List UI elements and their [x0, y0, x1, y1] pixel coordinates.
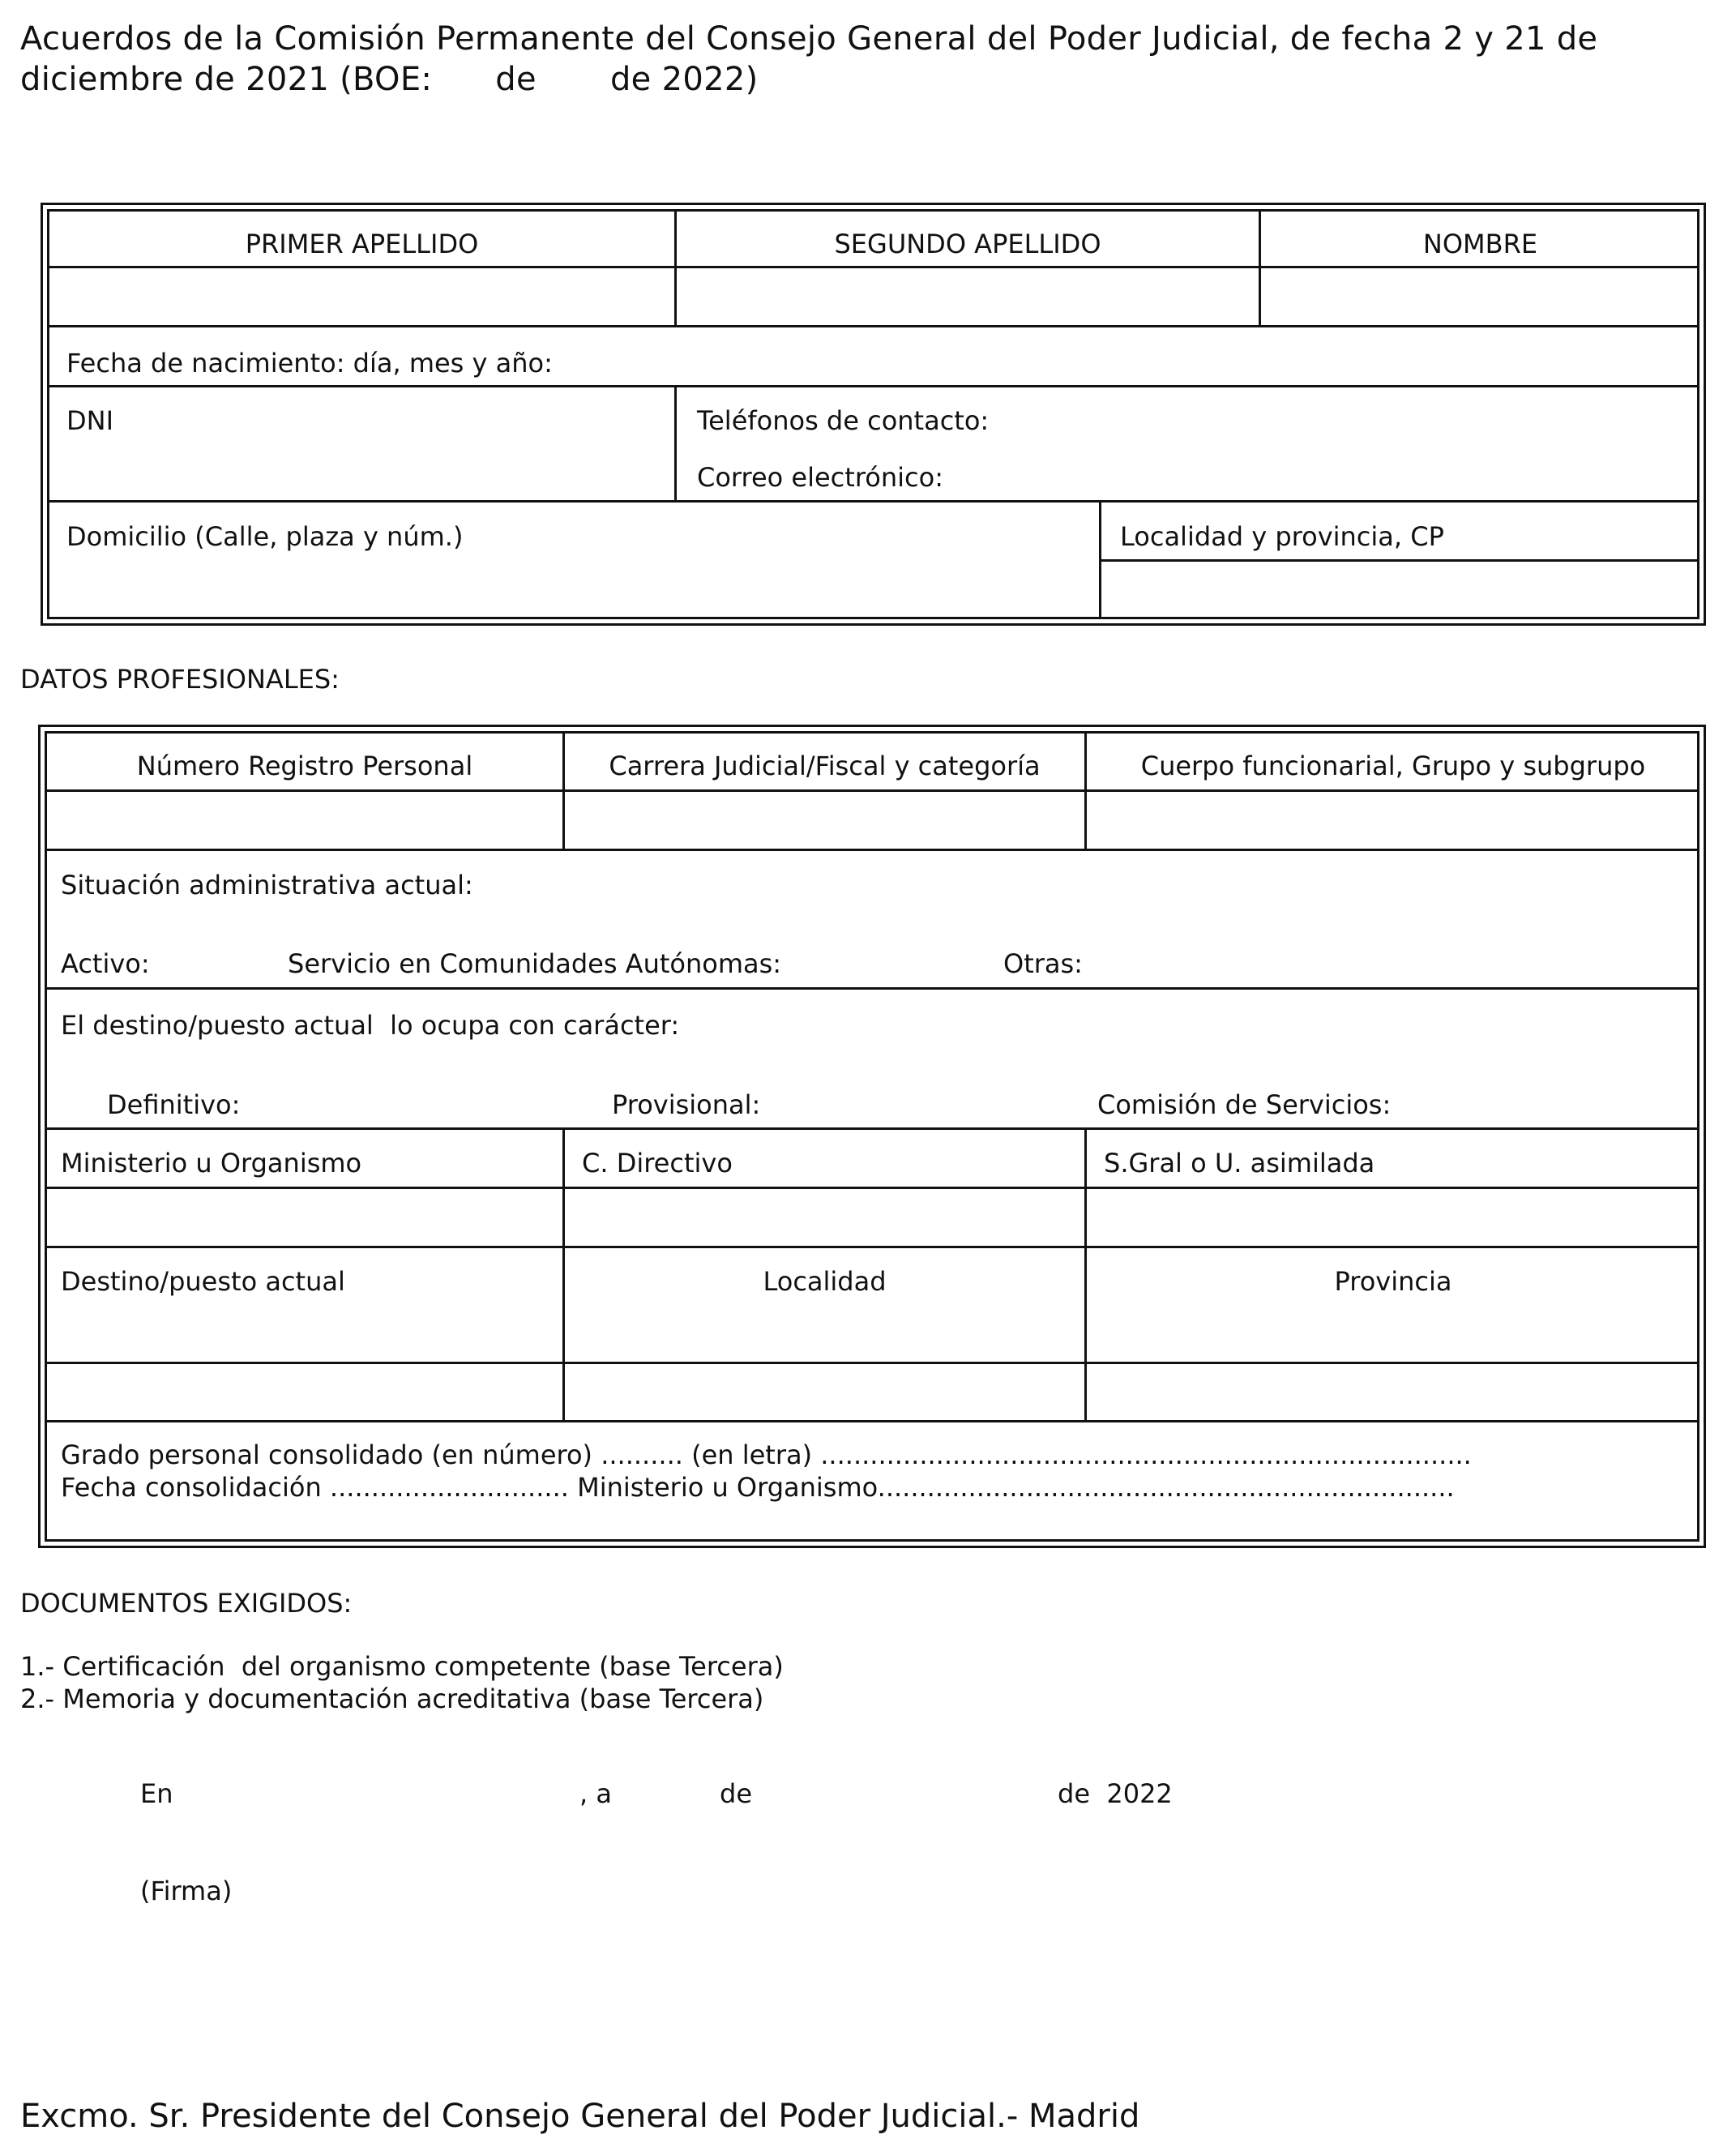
birth-date-label: Fecha de nacimiento: día, mes y año:: [66, 348, 553, 379]
date-a-label: , a: [579, 1778, 612, 1809]
grade-line: Grado personal consolidado (en número) .......... (en letra) ...............................................................................: [61, 1439, 1472, 1470]
province-field[interactable]: [1087, 1364, 1699, 1420]
ministry-label: Ministerio u Organismo: [61, 1148, 362, 1179]
autonomous-label: Servicio en Comunidades Autónomas:: [288, 948, 782, 979]
col-nombre: NOMBRE: [1422, 229, 1538, 259]
document-item-1: 1.- Certificación del organismo competente (base Tercera): [20, 1651, 784, 1682]
definitive-label: Definitivo:: [107, 1089, 241, 1120]
locality-field[interactable]: [565, 1364, 1084, 1420]
active-label: Activo:: [61, 948, 150, 979]
locality-col-label: Localidad: [763, 1266, 887, 1297]
col-carrera: Carrera Judicial/Fiscal y categoría: [609, 751, 1041, 781]
carrera-field[interactable]: [565, 792, 1084, 849]
addressee-name: Excmo. Sr. Presidente del Consejo General del Poder Judicial: [20, 2098, 997, 2135]
primer-apellido-field[interactable]: [49, 268, 674, 325]
cuerpo-field[interactable]: [1087, 792, 1699, 849]
locality-label: Localidad y provincia, CP: [1120, 521, 1444, 552]
post-character-label: El destino/puesto actual lo ocupa con carácter:: [61, 1010, 680, 1041]
commission-label: Comisión de Servicios:: [1097, 1089, 1392, 1120]
segundo-apellido-field[interactable]: [677, 268, 1259, 325]
situation-label: Situación administrativa actual:: [61, 870, 473, 900]
post-label: Destino/puesto actual: [61, 1266, 345, 1297]
consolidation-date-line: Fecha consolidación ............................. Ministerio u Organismo......................................................................: [61, 1472, 1455, 1503]
date-de-label: de: [720, 1778, 752, 1809]
addressee-city: .- Madrid: [996, 2098, 1140, 2135]
col-cuerpo: Cuerpo funcionarial, Grupo y subgrupo: [1140, 751, 1646, 781]
address-label: Domicilio (Calle, plaza y núm.): [66, 521, 464, 552]
date-year-label: de 2022: [1058, 1778, 1173, 1809]
documents-section-title: DOCUMENTOS EXIGIDOS:: [20, 1588, 353, 1619]
sgral-label: S.Gral o U. asimilada: [1104, 1148, 1375, 1179]
signature-label: (Firma): [140, 1876, 233, 1906]
header-line-2: diciembre de 2021 (BOE: de de 2022): [20, 61, 759, 98]
sgral-field[interactable]: [1087, 1189, 1699, 1246]
document-item-2: 2.- Memoria y documentación acreditativa (base Tercera): [20, 1683, 764, 1714]
numero-registro-field[interactable]: [47, 792, 562, 849]
province-col-label: Provincia: [1334, 1266, 1452, 1297]
place-label: En: [140, 1778, 173, 1809]
ministry-field[interactable]: [47, 1189, 562, 1246]
col-segundo-apellido: SEGUNDO APELLIDO: [834, 229, 1101, 259]
col-numero-registro: Número Registro Personal: [136, 751, 473, 781]
directive-field[interactable]: [565, 1189, 1084, 1246]
others-label: Otras:: [1003, 948, 1083, 979]
email-label: Correo electrónico:: [697, 462, 943, 493]
nombre-field[interactable]: [1261, 268, 1699, 325]
dni-label: DNI: [66, 405, 114, 436]
provisional-label: Provisional:: [612, 1089, 761, 1120]
phones-label: Teléfonos de contacto:: [697, 405, 990, 436]
post-field[interactable]: [47, 1364, 562, 1420]
col-primer-apellido: PRIMER APELLIDO: [245, 229, 479, 259]
header-line-1: Acuerdos de la Comisión Permanente del Consejo General del Poder Judicial, de fecha 2 y 21 de: [20, 20, 1598, 58]
professional-section-title: DATOS PROFESIONALES:: [20, 664, 340, 695]
addressee: [20, 2095, 1139, 2137]
directive-label: C. Directivo: [582, 1148, 733, 1179]
